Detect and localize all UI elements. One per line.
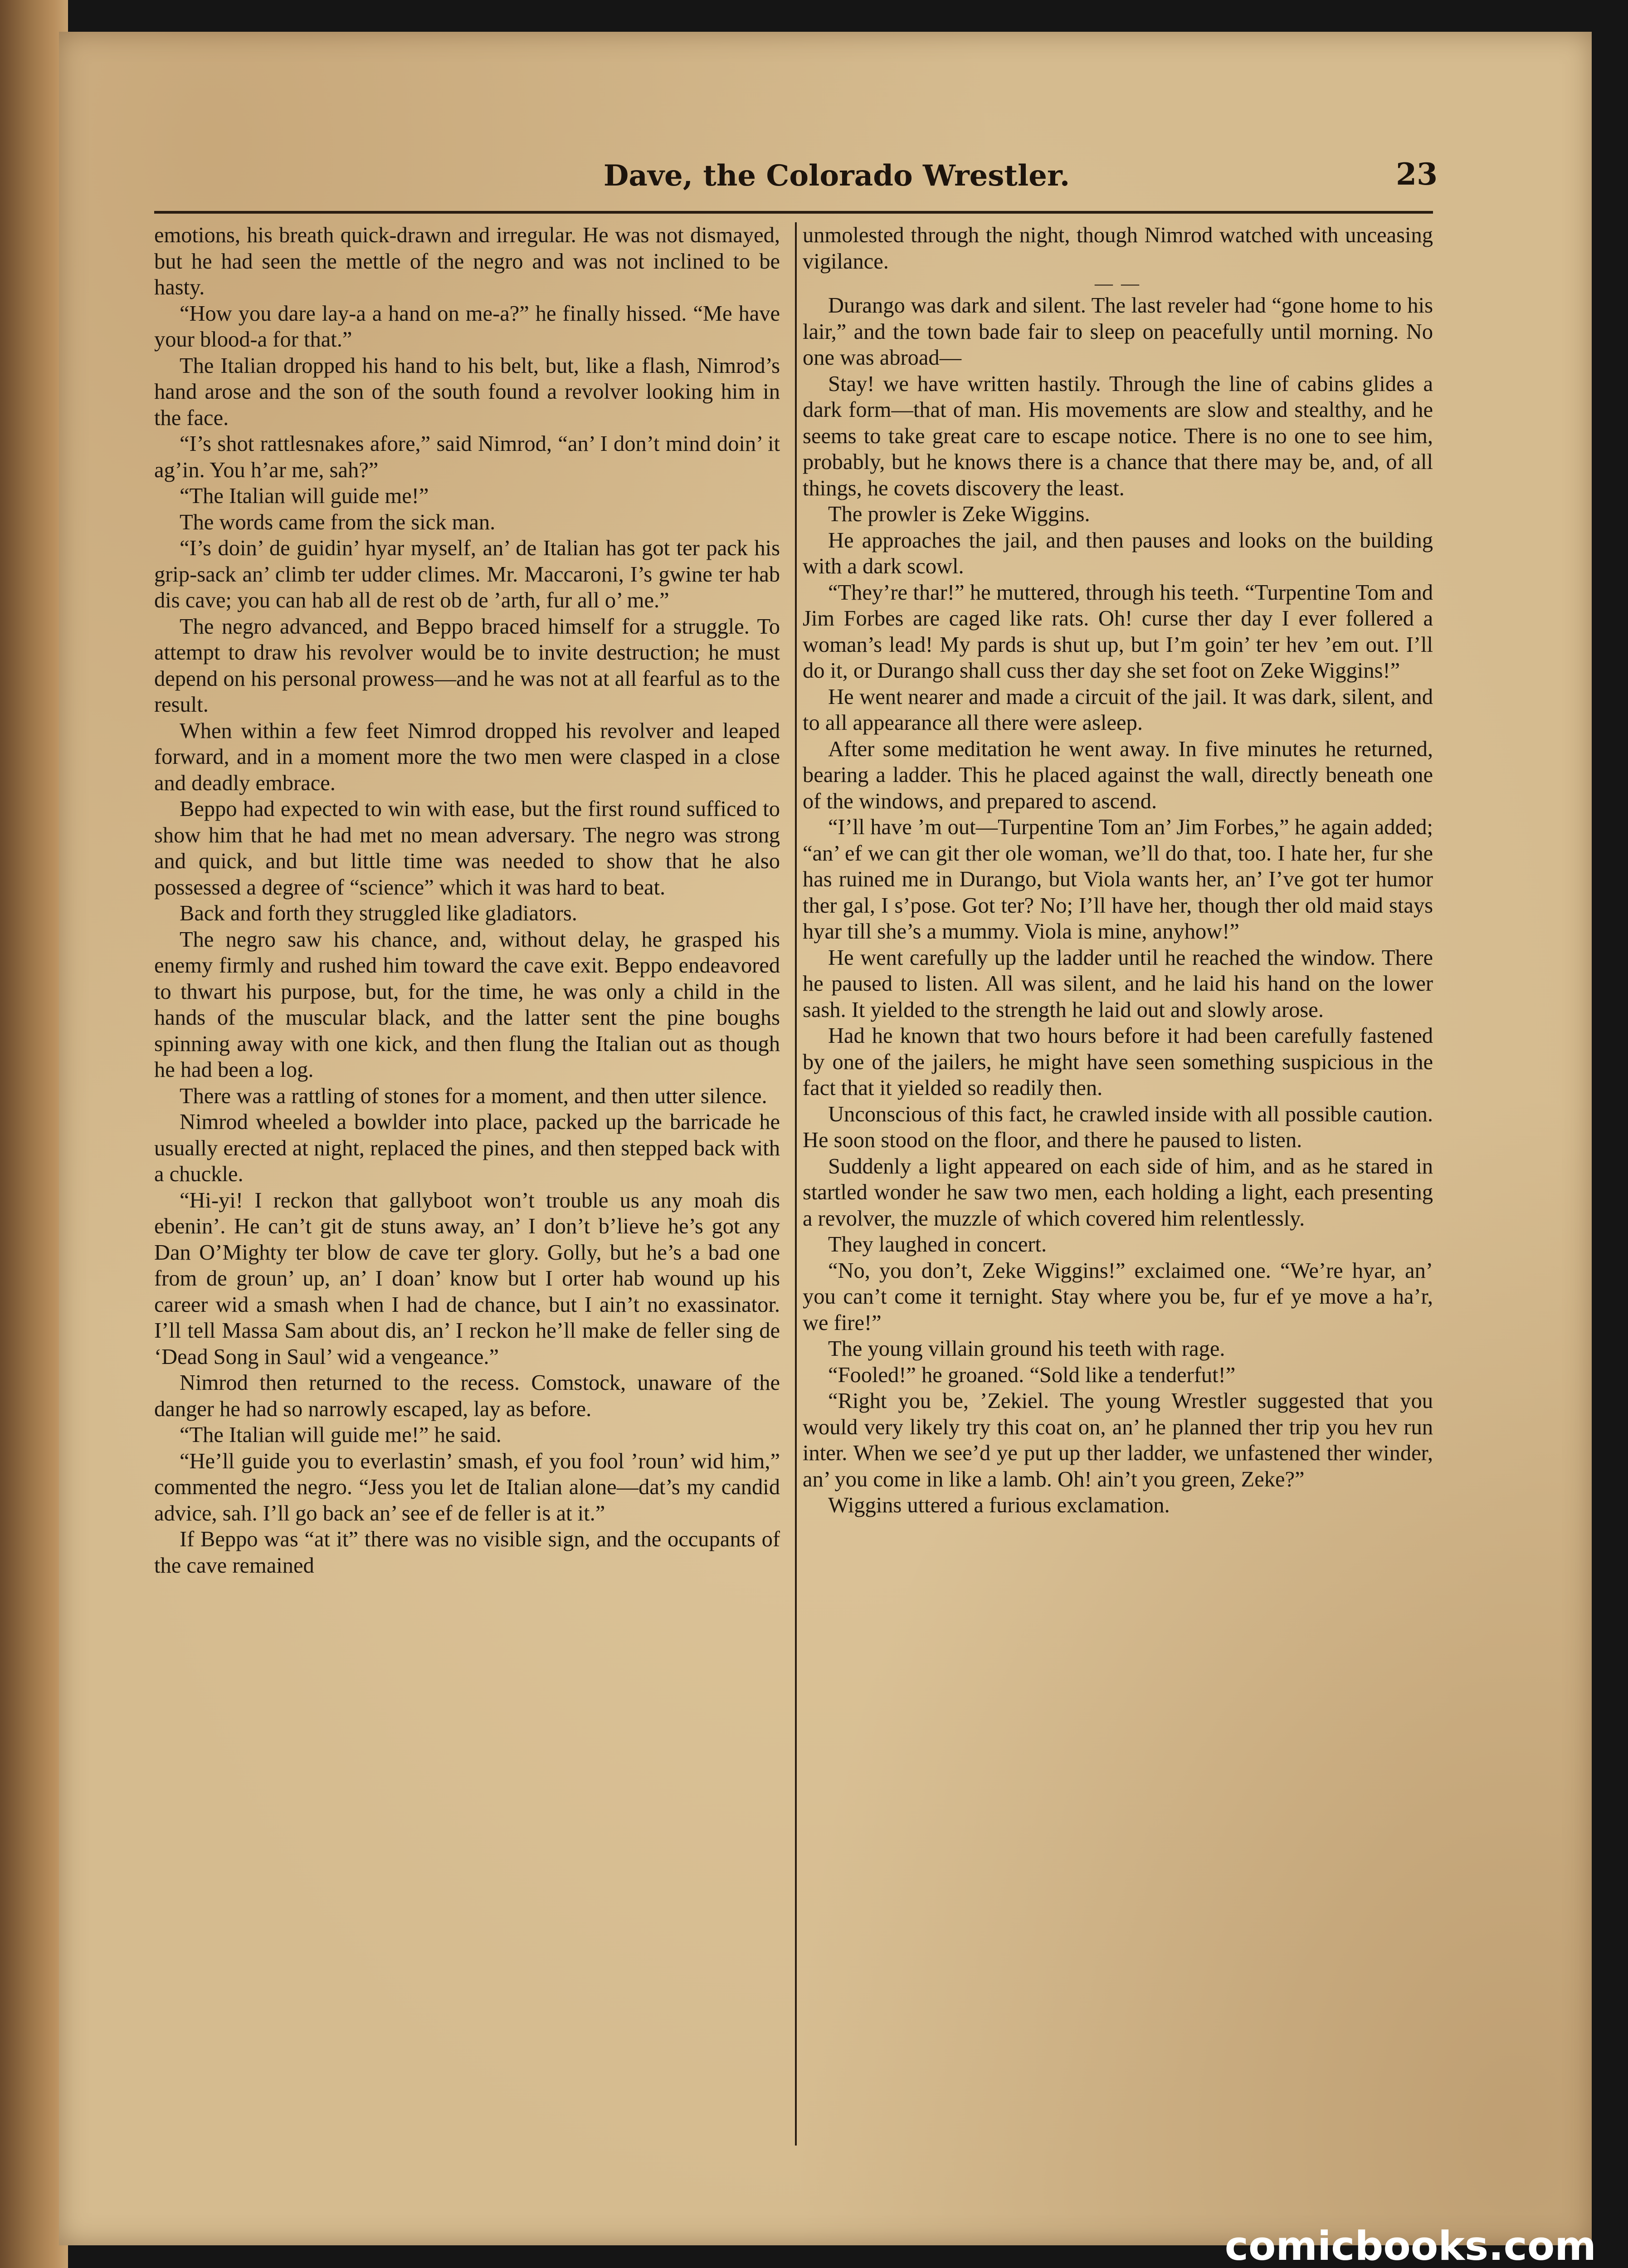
- paragraph: unmolested through the night, though Nimrod watched with unceasing vigilance.: [803, 223, 1433, 274]
- paragraph: “I’ll have ’m out—Turpentine Tom an’ Jim Forbes,” he again added; “an’ ef we can git ther ole woman, we’ll do that, too. I hate her, fur she has ruined me in Durango, but Viola wants her, an’ I’ve got ter humor ther gal, I s’pose. Got ter? No; I’ll have her, though ther old maid stays hyar till she’s a mummy. Viola is mine, anyhow!”: [803, 815, 1433, 943]
- paragraph: “No, you don’t, Zeke Wiggins!” exclaimed one. “We’re hyar, an’ you can’t come it ternight. Stay where you be, fur ef ye move a ha’r, we fire!”: [803, 1258, 1433, 1335]
- paragraph: After some meditation he went away. In five minutes he returned, bearing a ladder. This he placed against the wall, directly beneath one of the windows, and prepared to ascend.: [803, 737, 1433, 813]
- left-column: [154, 222, 780, 2146]
- paragraph: “Fooled!” he groaned. “Sold like a tenderfut!”: [828, 1363, 1236, 1387]
- paragraph: “They’re thar!” he muttered, through his teeth. “Turpentine Tom and Jim Forbes are caged like rats. Oh! curse ther day I ever follered a woman’s lead! My pards is shut up, but I’m goin’ ter hev ’em out. I’ll do it, or Durango shall cuss ther day she set foot on Zeke Wiggins!”: [803, 580, 1433, 683]
- paragraph: “The Italian will guide me!”: [180, 484, 429, 508]
- paragraph: The Italian dropped his hand to his belt, but, like a flash, Nimrod’s hand arose and the son of the south found a revolver looking him in the face.: [154, 353, 780, 430]
- paragraph: Stay! we have written hastily. Through the line of cabins glides a dark form—that of man. His movements are slow and stealthy, and he seems to take great care to escape notice. There is no one to see him, probably, but he knows there is a chance that there may be, and, of all things, he covets discovery the least.: [803, 371, 1433, 500]
- paragraph: Durango was dark and silent. The last reveler had “gone home to his lair,” and the town bade fair to sleep on peacefully until morning. No one was abroad—: [803, 293, 1433, 370]
- column-rule: [795, 222, 797, 2146]
- paragraph: The young villain ground his teeth with rage.: [828, 1337, 1225, 1361]
- paragraph: Back and forth they struggled like gladiators.: [180, 901, 577, 925]
- right-column: [803, 222, 1433, 2146]
- book-spine: [0, 0, 68, 2268]
- paragraph: He went carefully up the ladder until he reached the window. There he paused to listen. All was silent, and he laid his hand on the lower sash. It yielded to the strength he laid out and slowly arose.: [803, 945, 1433, 1022]
- paragraph: There was a rattling of stones for a moment, and then utter silence.: [180, 1084, 767, 1108]
- paragraph: “Hi-yi! I reckon that gallyboot won’t trouble us any moah dis ebenin’. He can’t git de stuns away, an’ I don’t b’lieve he’s got any Dan O’Mighty ter blow de cave ter glory. Golly, but he’s a bad one from de groun’ up, an’ I doan’ know but I orter hab wound up his career wid a smash when I had de chance, but I ain’t no exassinator. I’ll tell Massa Sam about dis, an’ I reckon he’ll make de feller sing de ‘Dead Song in Saul’ wid a vengeance.”: [154, 1188, 780, 1369]
- paragraph: Unconscious of this fact, he crawled inside with all possible caution. He soon stood on the floor, and there he paused to listen.: [803, 1102, 1433, 1152]
- paragraph: Nimrod wheeled a bowlder into place, packed up the barricade he usually erected at night, replaced the pines, and then stepped back with a chuckle.: [154, 1110, 780, 1186]
- paragraph: The words came from the sick man.: [180, 510, 496, 534]
- paragraph: He went nearer and made a circuit of the jail. It was dark, silent, and to all appearance all there were asleep.: [803, 684, 1433, 735]
- page-number: 23: [1396, 156, 1438, 192]
- paragraph: The negro advanced, and Beppo braced himself for a struggle. To attempt to draw his revolver would be to invite destruction; he must depend on his personal prowess—and he was not at all fearful as to the result.: [154, 614, 780, 717]
- paragraph: When within a few feet Nimrod dropped his revolver and leaped forward, and in a moment more the two men were clasped in a close and deadly embrace.: [154, 719, 780, 795]
- paragraph: If Beppo was “at it” there was no visible sign, and the occupants of the cave remained: [154, 1527, 780, 1578]
- paragraph: “I’s doin’ de guidin’ hyar myself, an’ de Italian has got ter pack his grip-sack an’ climb ter udder climes. Mr. Maccaroni, I’s gwine ter hab dis cave; you can hab all de rest ob de ’arth, fur all o’ me.”: [154, 536, 780, 612]
- paragraph: “Right you be, ’Zekiel. The young Wrestler suggested that you would very likely try this coat on, an’ he planned ther trip you hev run inter. When we see’d ye put up ther ladder, we unfastened ther winder, an’ you come in like a lamb. Oh! ain’t you green, Zeke?”: [803, 1389, 1433, 1491]
- paragraph: The negro saw his chance, and, without delay, he grasped his enemy firmly and rushed him toward the cave exit. Beppo endeavored to thwart his purpose, but, for the time, he was only a child in the hands of the muscular black, and the latter sent the pine boughs spinning away with one kick, and then flung the Italian out as though he had been a log.: [154, 927, 780, 1082]
- header-rule: [154, 211, 1433, 214]
- paragraph: They laughed in concert.: [828, 1232, 1047, 1256]
- paragraph: Suddenly a light appeared on each side of him, and as he stared in startled wonder he saw two men, each holding a light, each presenting a revolver, the muzzle of which covered him relentlessly.: [803, 1154, 1433, 1231]
- paragraph: Wiggins uttered a furious exclamation.: [828, 1493, 1170, 1517]
- watermark: comicbooks.com: [1224, 2223, 1596, 2268]
- running-title: Dave, the Colorado Wrestler.: [603, 159, 1070, 193]
- paragraph: He approaches the jail, and then pauses and looks on the building with a dark scowl.: [803, 528, 1433, 578]
- paragraph: “The Italian will guide me!” he said.: [180, 1423, 502, 1447]
- paragraph: “I’s shot rattlesnakes afore,” said Nimrod, “an’ I don’t mind doin’ it ag’in. You h’ar me, sah?”: [154, 432, 780, 482]
- paragraph: “He’ll guide you to everlastin’ smash, ef you fool ’roun’ wid him,” commented the negro. “Jess you let de Italian alone—dat’s my candid advice, sah. I’ll go back an’ see ef de feller is at it.”: [154, 1449, 780, 1525]
- paragraph: emotions, his breath quick-drawn and irregular. He was not dismayed, but he had seen the mettle of the negro and was not inclined to be hasty.: [154, 223, 780, 299]
- section-break: — —: [1095, 273, 1141, 293]
- paragraph: “How you dare lay-a a hand on me-a?” he finally hissed. “Me have your blood-a for that.”: [154, 301, 780, 352]
- paragraph: Had he known that two hours before it had been carefully fastened by one of the jailers, he might have seen something suspicious in the fact that it yielded so readily then.: [803, 1024, 1433, 1100]
- paragraph: The prowler is Zeke Wiggins.: [828, 502, 1090, 526]
- paragraph: Beppo had expected to win with ease, but the first round sufficed to show him that he had met no mean adversary. The negro was strong and quick, and but little time was needed to show that he also possessed a degree of “science” which it was hard to beat.: [154, 797, 780, 899]
- paragraph: Nimrod then returned to the recess. Comstock, unaware of the danger he had so narrowly escaped, lay as before.: [154, 1371, 780, 1421]
